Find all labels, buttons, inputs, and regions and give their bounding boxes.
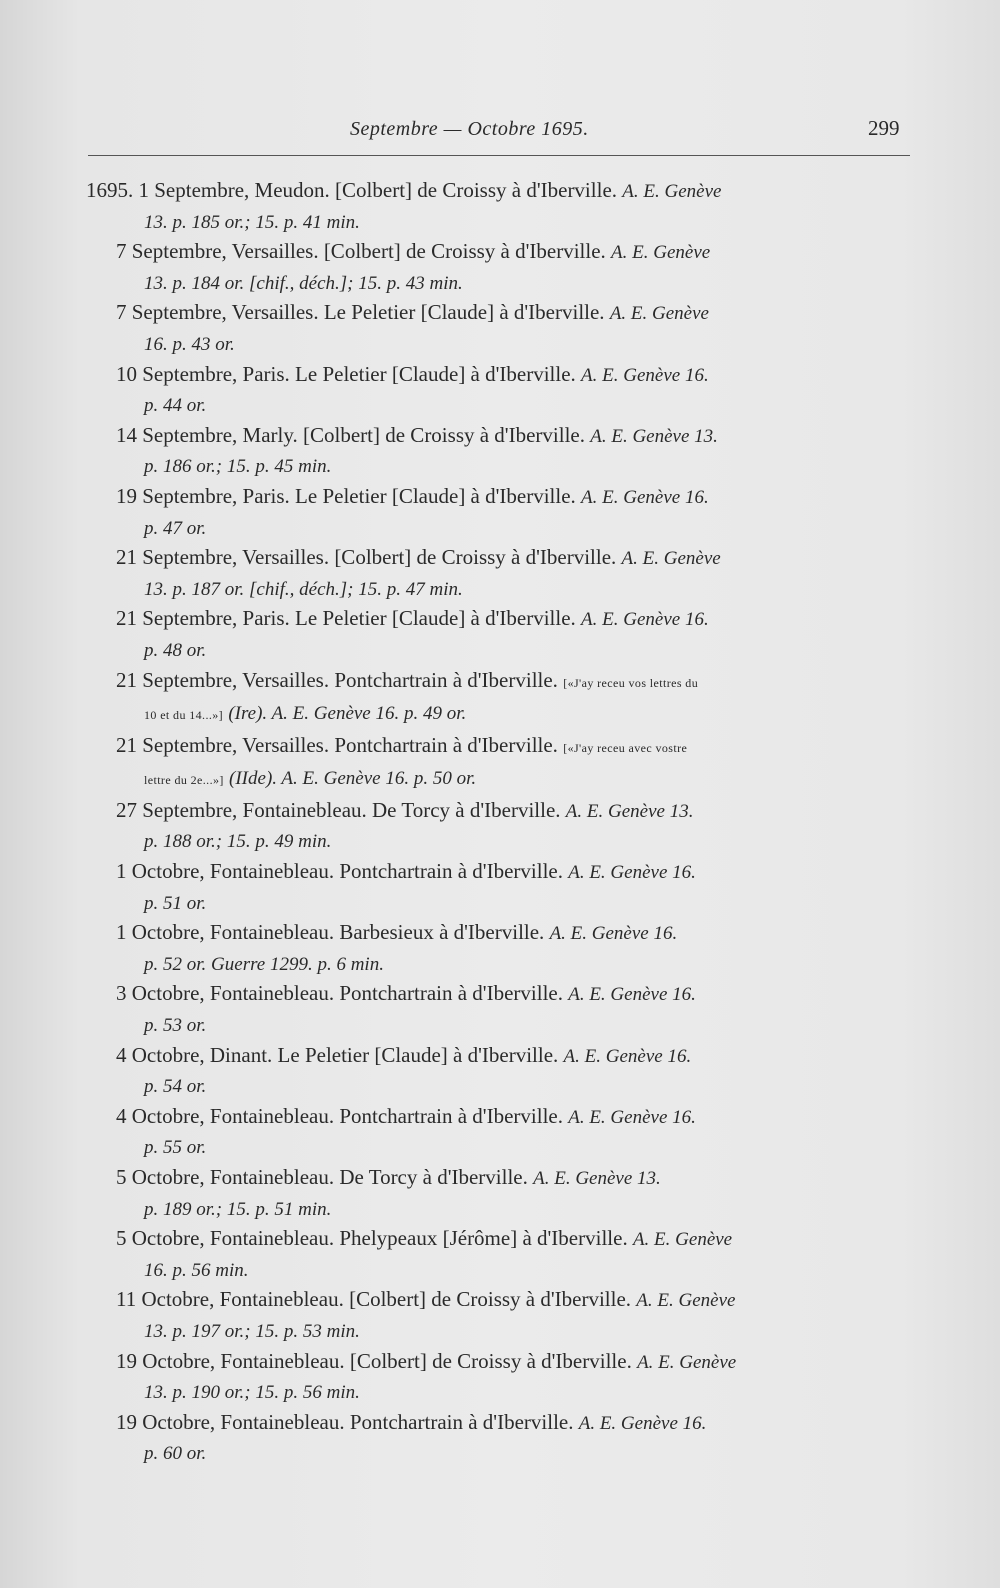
entry-source-continued: 13. p. 187 or. [chif., déch.]; 15. p. 47 min. <box>144 578 463 600</box>
entry-line-1 <box>116 1347 916 1378</box>
entry-incipit: [«J'ay receu avec vostre <box>563 740 688 755</box>
entry-text: 14 Septembre, Marly. [Colbert] de Croissy à d'Iberville. <box>116 422 585 447</box>
entry-line-1 <box>116 421 916 452</box>
entry-line-1 <box>116 918 916 949</box>
entry-source-continued: p. 51 or. <box>144 892 207 914</box>
entry-line-2 <box>116 390 916 421</box>
entry-text: 21 Septembre, Versailles. Pontchartrain à d'Iberville. <box>116 732 558 757</box>
entry-source-continued: p. 54 or. <box>144 1076 207 1098</box>
entry-line-2 <box>116 826 916 857</box>
entry-source: A. E. Genève <box>609 303 709 325</box>
entry-source-continued: 13. p. 190 or.; 15. p. 56 min. <box>144 1382 360 1404</box>
entry-item <box>116 298 916 359</box>
entry-source-continued: 13. p. 184 or. [chif., déch.]; 15. p. 43 min. <box>144 272 463 294</box>
entry-item <box>116 1408 916 1469</box>
entry-source-continued: 16. p. 56 min. <box>144 1259 249 1281</box>
entry-text: 27 Septembre, Fontainebleau. De Torcy à d'Iberville. <box>116 797 561 822</box>
entry-line-1 <box>116 1285 916 1316</box>
entry-source-continued: p. 48 or. <box>144 639 207 661</box>
entry-source-continued: 16. p. 43 or. <box>144 333 235 355</box>
header-rule <box>88 155 910 156</box>
entry-item <box>116 604 916 665</box>
entry-text: 19 Septembre, Paris. Le Peletier [Claude] à d'Iberville. <box>116 483 576 508</box>
entry-source-continued: p. 55 or. <box>144 1137 207 1159</box>
entry-source: A. E. Genève 16. <box>581 364 709 386</box>
entry-item <box>116 857 916 918</box>
entry-text: 4 Octobre, Dinant. Le Peletier [Claude] à d'Iberville. <box>116 1042 559 1067</box>
entry-source-continued: p. 188 or.; 15. p. 49 min. <box>144 831 332 853</box>
entry-incipit: [«J'ay receu vos lettres du <box>563 675 699 690</box>
entry-item <box>116 1102 916 1163</box>
entry-item <box>116 543 916 604</box>
entry-source-continued: (Ire). A. E. Genève 16. p. 49 or. <box>228 703 467 725</box>
entry-text: 19 Octobre, Fontainebleau. Pontchartrain à d'Iberville. <box>116 1409 574 1434</box>
entry-line-1 <box>116 731 916 764</box>
entry-source-continued: p. 60 or. <box>144 1443 207 1465</box>
entry-line-2 <box>116 698 916 731</box>
entry-line-1 <box>116 1224 916 1255</box>
entry-source-continued: p. 53 or. <box>144 1015 207 1037</box>
entry-source: A. E. Genève 16. <box>568 1106 696 1128</box>
page-number: 299 <box>868 116 900 140</box>
entry-source-continued: p. 44 or. <box>144 395 207 417</box>
entry-source: A. E. Genève 13. <box>565 800 694 822</box>
entry-line-1 <box>116 298 916 329</box>
entry-incipit-continued: lettre du 2e...»] <box>144 773 224 788</box>
entry-text: 5 Octobre, Fontainebleau. Phelypeaux [Jérôme] à d'Iberville. <box>116 1226 628 1251</box>
entry-source-continued: 13. p. 185 or.; 15. p. 41 min. <box>144 211 360 233</box>
entry-item <box>116 482 916 543</box>
entry-text: 5 Octobre, Fontainebleau. De Torcy à d'Iberville. <box>116 1165 528 1189</box>
entry-source: A. E. Genève <box>632 1229 733 1251</box>
entry-item <box>116 1285 916 1346</box>
entry-item <box>116 1347 916 1408</box>
entry-text: 1 Octobre, Fontainebleau. Barbesieux à d'Iberville. <box>116 920 545 945</box>
entry-item <box>116 421 916 482</box>
entry-line-2 <box>116 1316 916 1347</box>
entry-line-1 <box>116 604 916 635</box>
entry-line-1 <box>116 1163 916 1194</box>
entry-text: 11 Octobre, Fontainebleau. [Colbert] de Croissy à d'Iberville. <box>116 1287 632 1312</box>
entry-line-1 <box>116 666 916 699</box>
entry-item <box>116 731 916 796</box>
entry-source: A. E. Genève 16. <box>568 862 696 884</box>
entry-text: 21 Septembre, Versailles. Pontchartrain à d'Iberville. <box>116 667 558 692</box>
entry-line-1 <box>86 176 916 207</box>
entry-source: A. E. Genève 16. <box>563 1045 692 1067</box>
entry-item <box>116 360 916 421</box>
entry-line-2 <box>116 451 916 482</box>
entry-line-2 <box>116 888 916 919</box>
page-header-title: Septembre — Octobre 1695. <box>350 118 589 140</box>
entry-source: A. E. Genève 16. <box>568 984 696 1006</box>
entry-line-1 <box>116 857 916 888</box>
entry-source-continued: p. 47 or. <box>144 517 207 539</box>
entry-line-1 <box>116 237 916 268</box>
entry-line-2 <box>116 268 916 299</box>
entry-text: 21 Septembre, Paris. Le Peletier [Claude] à d'Iberville. <box>116 606 576 631</box>
entry-source: A. E. Genève 16. <box>549 923 678 945</box>
entry-item <box>86 176 916 237</box>
entry-source-continued: p. 186 or.; 15. p. 45 min. <box>144 456 332 478</box>
entry-line-1 <box>116 543 916 574</box>
entry-line-2 <box>116 949 916 980</box>
entry-line-1 <box>116 1041 916 1072</box>
entry-item <box>116 796 916 857</box>
entry-text: 10 Septembre, Paris. Le Peletier [Claude] à d'Iberville. <box>116 361 576 386</box>
entry-source: A. E. Genève <box>621 548 721 570</box>
entry-source: A. E. Genève 13. <box>590 425 718 447</box>
entry-source: A. E. Genève 16. <box>578 1412 707 1434</box>
entry-list <box>86 176 916 1469</box>
entry-source: A. E. Genève <box>611 242 711 264</box>
entry-line-2 <box>116 763 916 796</box>
entry-text: 7 Septembre, Versailles. [Colbert] de Croissy à d'Iberville. <box>116 239 606 264</box>
entry-text: 19 Octobre, Fontainebleau. [Colbert] de Croissy à d'Iberville. <box>116 1348 632 1373</box>
entry-source: A. E. Genève <box>636 1290 736 1312</box>
entry-line-1 <box>116 482 916 513</box>
entry-line-2 <box>116 329 916 360</box>
entry-line-2 <box>116 513 916 544</box>
entry-source: A. E. Genève 16. <box>581 486 709 508</box>
entry-line-2 <box>116 1071 916 1102</box>
entry-text: 4 Octobre, Fontainebleau. Pontchartrain à d'Iberville. <box>116 1103 563 1128</box>
entry-text: 21 Septembre, Versailles. [Colbert] de Croissy à d'Iberville. <box>116 545 617 570</box>
entry-source-continued: p. 52 or. Guerre 1299. p. 6 min. <box>144 953 384 975</box>
entry-item <box>116 666 916 731</box>
entry-source-continued: (IIde). A. E. Genève 16. p. 50 or. <box>229 768 477 790</box>
running-head <box>0 118 1000 148</box>
entry-line-1 <box>116 360 916 391</box>
entry-text: 1695. 1 Septembre, Meudon. [Colbert] de Croissy à d'Iberville. <box>86 178 618 202</box>
entry-source: A. E. Genève 16. <box>581 609 709 631</box>
entry-item <box>116 1041 916 1102</box>
entry-source: A. E. Genève 13. <box>533 1168 661 1189</box>
entry-text: 7 Septembre, Versailles. Le Peletier [Claude] à d'Iberville. <box>116 300 605 325</box>
entry-line-2 <box>116 574 916 605</box>
entry-item <box>116 918 916 979</box>
entry-line-1 <box>116 979 916 1010</box>
entry-line-2 <box>116 1194 916 1225</box>
entry-item <box>116 1224 916 1285</box>
entry-line-1 <box>116 1408 916 1439</box>
entry-item <box>116 1163 916 1224</box>
entry-line-1 <box>116 796 916 827</box>
entry-source: A. E. Genève <box>637 1351 737 1373</box>
entry-line-2 <box>116 1010 916 1041</box>
entry-line-2 <box>116 1377 916 1408</box>
entry-text: 3 Octobre, Fontainebleau. Pontchartrain à d'Iberville. <box>116 981 563 1006</box>
entry-line-2 <box>116 1438 916 1469</box>
entry-item <box>116 237 916 298</box>
entry-text: 1 Octobre, Fontainebleau. Pontchartrain à d'Iberville. <box>116 859 563 884</box>
entry-line-2 <box>116 207 916 238</box>
entry-source-continued: 13. p. 197 or.; 15. p. 53 min. <box>144 1320 360 1342</box>
entry-source: A. E. Genève <box>622 181 722 202</box>
entry-line-1 <box>116 1102 916 1133</box>
entry-source-continued: p. 189 or.; 15. p. 51 min. <box>144 1198 332 1220</box>
entry-line-2 <box>116 1132 916 1163</box>
entry-line-2 <box>116 635 916 666</box>
entry-line-2 <box>116 1255 916 1286</box>
entry-incipit-continued: 10 et du 14...»] <box>144 708 224 723</box>
entry-item <box>116 979 916 1040</box>
